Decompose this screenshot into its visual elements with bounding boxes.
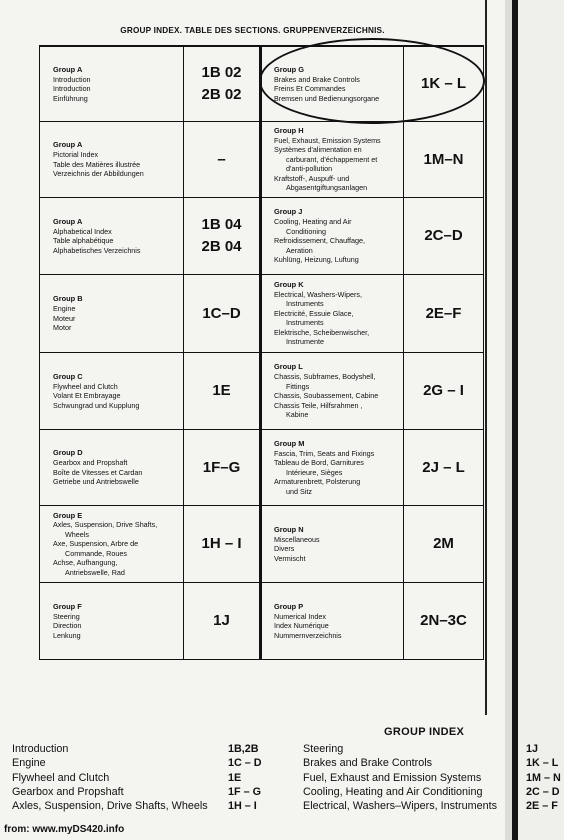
description-line: Chassis, Soubassement, Cabine (274, 391, 379, 401)
section-description (40, 198, 183, 274)
section-code (403, 506, 483, 582)
group-index-title: GROUP INDEX (384, 726, 465, 738)
table-row (40, 274, 483, 352)
section-code (183, 353, 260, 429)
index-entry-code: 2C – D (526, 785, 560, 798)
code-line: 2G – I (423, 382, 464, 400)
description-line: Fuel, Exhaust, Emission Systems (274, 135, 381, 145)
table-row (40, 197, 483, 274)
section-code (403, 122, 483, 197)
description-line: Achse, Aufhangung, (53, 558, 118, 568)
description-line: Refroidissement, Chauffage, (274, 236, 365, 246)
description-line: Numerical Index (274, 611, 326, 621)
code-line: 2J – L (422, 458, 465, 476)
description-line: Kraftstoff-, Auspuff- und (274, 173, 350, 183)
section-description (260, 275, 403, 352)
index-entry-code: 1J (526, 743, 539, 755)
code-line: 2B 02 (201, 86, 242, 103)
description-line: Volant Et Embrayage (53, 391, 121, 401)
description-line: Tableau de Bord, Garnitures (274, 458, 364, 468)
section-code (183, 47, 260, 121)
description-line: Motor (53, 323, 72, 333)
description-line: d'anti-pollution (286, 164, 333, 174)
section-code (183, 506, 260, 582)
description-line: Direction (53, 621, 82, 631)
description-line: Bremsen und Bedienungsorgane (274, 93, 380, 103)
description-line: Introduction (53, 74, 91, 84)
description-line: Freins Et Commandes (274, 84, 346, 94)
index-entry-name: Fuel, Exhaust and Emission Systems (303, 771, 482, 784)
section-description (260, 430, 403, 505)
description-line: carburant, d'échappement et (286, 154, 378, 164)
description-line: Index Numérique (274, 621, 329, 631)
section-code (403, 583, 483, 659)
source-footer: from: www.myDS420.info (4, 824, 125, 835)
index-entry-code: 1B,2B (228, 743, 259, 755)
description-line: Moteur (53, 313, 76, 323)
group-label: Group D (53, 448, 83, 458)
description-line: Commande, Roues (65, 548, 127, 558)
description-line: Brakes and Brake Controls (274, 74, 360, 84)
group-label: Group M (274, 438, 305, 448)
description-line: Chassis Teile, Hilfsrahmen , (274, 400, 363, 410)
description-line: Instruments (286, 318, 324, 328)
description-line: Lenkung (53, 630, 81, 640)
code-line: – (217, 150, 226, 168)
description-line: Table alphabétique (53, 236, 114, 246)
description-line: Gearbox and Propshaft (53, 458, 128, 468)
page-edge (505, 0, 512, 840)
code-line: 1B 04 (201, 216, 242, 234)
description-line: Instrumente (286, 337, 324, 347)
description-line: Intérieure, Sièges (286, 467, 343, 477)
description-line: Miscellaneous (274, 534, 320, 544)
description-line: Instruments (286, 299, 324, 309)
index-entry-name: Brakes and Brake Controls (303, 757, 433, 770)
code-line: 1E (212, 382, 231, 400)
description-line: Axles, Suspension, Drive Shafts, (53, 520, 158, 530)
description-line: Wheels (65, 529, 89, 539)
group-label: Group H (274, 126, 304, 136)
description-line: Alphabetisches Verzeichnis (53, 245, 141, 255)
index-entry-code: 1F – G (228, 785, 262, 798)
description-line: Aeration (286, 245, 313, 255)
description-line: Introduction (53, 84, 91, 94)
index-left-names (12, 742, 208, 813)
description-line: Divers (274, 544, 295, 554)
table-row (40, 429, 483, 505)
table-row (40, 352, 483, 429)
index-entry-name: Engine (12, 757, 46, 770)
table-row (40, 582, 483, 659)
index-entry-code: 1E (228, 771, 242, 784)
code-line: 1H – I (201, 535, 242, 553)
description-line: Fascia, Trim, Seats and Fixings (274, 448, 375, 458)
section-description (260, 506, 403, 582)
section-description (40, 430, 183, 505)
group-label: Group A (53, 140, 83, 150)
description-line: Einführung (53, 93, 88, 103)
group-label: Group G (274, 64, 304, 74)
description-line: Boîte de Vitesses et Cardan (53, 467, 143, 477)
section-description (40, 275, 183, 352)
index-entry-code: 1H – I (228, 800, 257, 813)
section-code (183, 122, 260, 197)
section-code (403, 353, 483, 429)
code-line: 1C–D (202, 304, 241, 322)
description-line: Axe, Suspension, Arbre de (53, 539, 139, 549)
group-label: Group B (53, 294, 83, 304)
code-line: 2M (433, 535, 454, 553)
code-line: 2B 04 (201, 238, 242, 255)
group-label: Group A (53, 64, 83, 74)
description-line: Pictorial Index (53, 150, 99, 160)
index-entry-code: 2E – F (526, 800, 558, 813)
code-line: 1M–N (423, 150, 464, 168)
description-line: Fittings (286, 381, 310, 391)
index-entry-name: Introduction (12, 743, 69, 755)
code-line: 2N–3C (420, 612, 467, 630)
index-entry-name: Gearbox and Propshaft (12, 785, 124, 798)
code-line: 1K – L (420, 75, 466, 93)
description-line: Systèmes d'alimentation en (274, 145, 362, 155)
code-line: 2E–F (425, 304, 462, 322)
section-code (183, 430, 260, 505)
index-entry-name: Axles, Suspension, Drive Shafts, Wheels (12, 800, 208, 813)
description-line: Chassis, Subframes, Bodyshell, (274, 372, 376, 382)
section-description (260, 353, 403, 429)
adjacent-page (518, 0, 564, 840)
code-line: 2C–D (424, 227, 463, 245)
section-code (403, 275, 483, 352)
section-description (40, 353, 183, 429)
description-line: Vermischt (274, 553, 306, 563)
description-line: Conditioning (286, 226, 326, 236)
description-line: Kabine (286, 410, 309, 420)
page-header: GROUP INDEX. TABLE DES SECTIONS. GRUPPENVERZEICHNIS. (120, 26, 385, 35)
index-left-codes (228, 742, 262, 813)
group-index-table (39, 45, 484, 660)
description-line: Flywheel and Clutch (53, 381, 118, 391)
section-code (403, 430, 483, 505)
group-label: Group P (274, 601, 304, 611)
description-line: Abgasentgiftungsanlagen (286, 183, 368, 193)
table-row (40, 121, 483, 197)
group-label: Group A (53, 216, 83, 226)
code-line: 1F–G (202, 458, 241, 476)
description-line: und Sitz (286, 486, 312, 496)
group-label: Group E (53, 510, 83, 520)
group-label: Group N (274, 524, 304, 534)
table-row (40, 505, 483, 582)
code-line: 1J (213, 612, 230, 630)
group-label: Group K (274, 280, 304, 290)
page-fold-line (485, 0, 487, 715)
description-line: Table des Matières illustrée (53, 159, 141, 169)
description-line: Verzeichnis der Abbildungen (53, 169, 144, 179)
group-label: Group C (53, 371, 83, 381)
description-line: Elektrische, Scheibenwischer, (274, 327, 370, 337)
description-line: Electricité, Essuie Glace, (274, 308, 354, 318)
section-description (260, 122, 403, 197)
description-line: Schwungrad und Kupplung (53, 400, 140, 410)
group-label: Group F (53, 601, 82, 611)
index-entry-code: 1C – D (228, 757, 262, 770)
highlight-circle (259, 38, 485, 124)
description-line: Antriebswelle, Rad (65, 567, 125, 577)
section-code (403, 198, 483, 274)
index-entry-name: Electrical, Washers–Wipers, Instruments (303, 800, 497, 813)
section-description (40, 47, 183, 121)
group-label: Group J (274, 207, 303, 217)
description-line: Armaturenbrett, Polsterung (274, 477, 361, 487)
section-description (260, 583, 403, 659)
code-line: 1B 02 (201, 64, 242, 82)
description-line: Cooling, Heating and Air (274, 217, 352, 227)
description-line: Steering (53, 611, 80, 621)
section-description (40, 122, 183, 197)
index-entry-code: 1K – L (526, 757, 559, 770)
index-entry-name: Steering (303, 743, 344, 755)
description-line: Electrical, Washers-Wipers, (274, 289, 362, 299)
description-line: Alphabetical Index (53, 226, 112, 236)
section-description (40, 506, 183, 582)
index-entry-name: Flywheel and Clutch (12, 771, 110, 784)
description-line: Kuhlüng, Heizung, Luftung (274, 255, 359, 265)
section-description (40, 583, 183, 659)
description-line: Nummernverzeichnis (274, 630, 342, 640)
description-line: Engine (53, 304, 76, 314)
section-code (183, 198, 260, 274)
section-description (260, 198, 403, 274)
index-entry-name: Cooling, Heating and Air Conditioning (303, 785, 483, 798)
index-right-names (303, 742, 497, 813)
description-line: Getriebe und Antriebswelle (53, 477, 139, 487)
index-right-codes (526, 742, 561, 813)
section-code (183, 583, 260, 659)
section-code (183, 275, 260, 352)
group-label: Group L (274, 362, 303, 372)
index-entry-code: 1M – N (526, 771, 561, 784)
